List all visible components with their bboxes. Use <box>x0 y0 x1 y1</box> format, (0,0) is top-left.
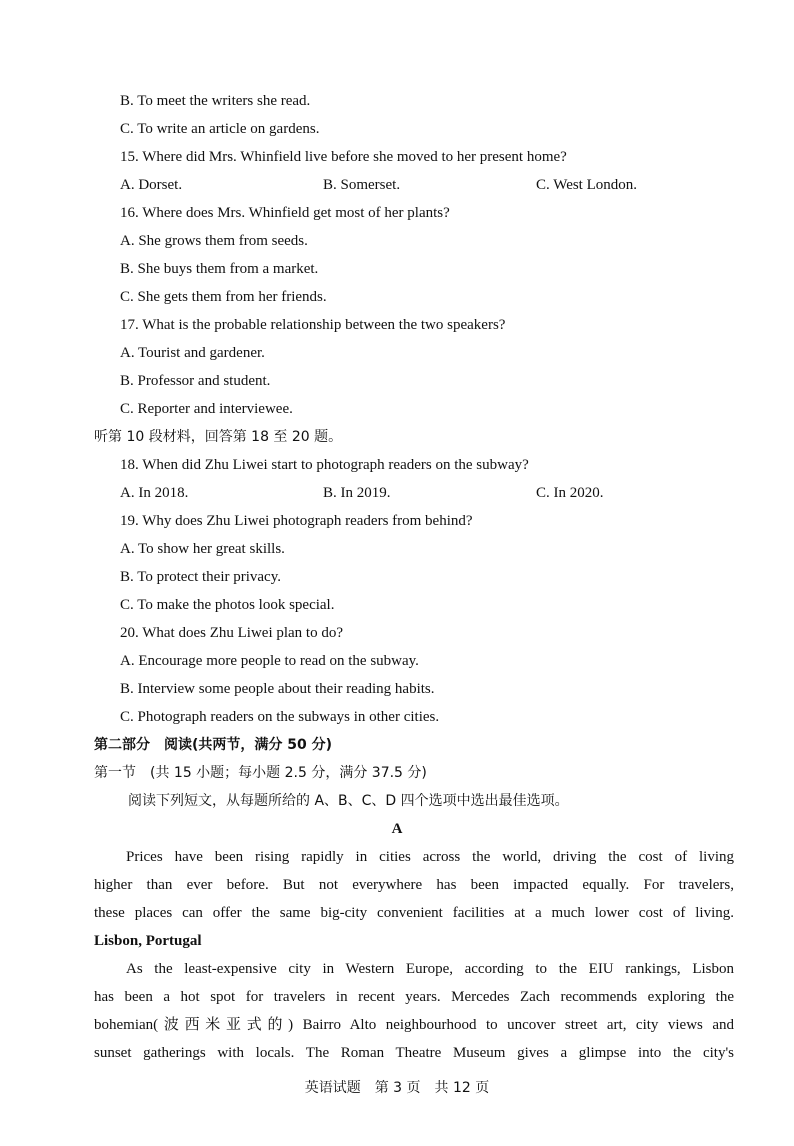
q18-options <box>120 483 720 503</box>
q17-option-b: B. Professor and student. <box>120 373 271 389</box>
page-footer: 英语试题 第 3 页 共 12 页 <box>304 1080 490 1096</box>
q18-option-b: B. In 2019. <box>323 485 391 501</box>
q20-option-a: A. Encourage more people to read on the subway. <box>120 653 419 669</box>
passage-para2-line3: bohemian(波西米亚式的) Bairro Alto neighbourhood to uncover street art, city views and <box>94 1017 734 1033</box>
q19-option-b: B. To protect their privacy. <box>120 569 281 585</box>
q20-stem: 20. What does Zhu Liwei plan to do? <box>120 625 344 641</box>
q17-option-a: A. Tourist and gardener. <box>120 345 265 361</box>
q19-option-a: A. To show her great skills. <box>120 541 285 557</box>
q16-option-a: A. She grows them from seeds. <box>120 233 308 249</box>
passage-para2-line1: As the least-expensive city in Western Europe, according to the EIU rankings, Lisbon <box>126 961 734 977</box>
q18-stem: 18. When did Zhu Liwei start to photograph readers on the subway? <box>120 457 529 473</box>
q14-option-b: B. To meet the writers she read. <box>120 93 311 109</box>
q16-option-c: C. She gets them from her friends. <box>120 289 327 305</box>
q16-stem: 16. Where does Mrs. Whinfield get most of her plants? <box>120 205 450 221</box>
q16-option-b: B. She buys them from a market. <box>120 261 319 277</box>
q15-option-b: B. Somerset. <box>323 177 401 193</box>
q19-stem: 19. Why does Zhu Liwei photograph readers from behind? <box>120 513 473 529</box>
q17-stem: 17. What is the probable relationship between the two speakers? <box>120 317 506 333</box>
q20-option-c: C. Photograph readers on the subways in other cities. <box>120 709 440 725</box>
listening-instruction-10: 听第 10 段材料，回答第 18 至 20 题。 <box>94 429 343 445</box>
section1-heading: 第一节 (共 15 小题；每小题 2.5 分，满分 37.5 分) <box>94 765 427 781</box>
passage-para1-line1: Prices have been rising rapidly in cities across the world, driving the cost of living <box>126 849 734 865</box>
q18-option-a: A. In 2018. <box>120 485 189 501</box>
q15-option-a: A. Dorset. <box>120 177 183 193</box>
q18-option-c: C. In 2020. <box>536 485 604 501</box>
part2-heading: 第二部分 阅读(共两节，满分 50 分) <box>94 737 333 753</box>
passage-para1-line3: these places can offer the same big-city convenient facilities at a much lower cost of living. <box>94 905 734 921</box>
q17-option-c: C. Reporter and interviewee. <box>120 401 293 417</box>
q15-option-c: C. West London. <box>536 177 638 193</box>
q20-option-b: B. Interview some people about their reading habits. <box>120 681 435 697</box>
q15-stem: 15. Where did Mrs. Whinfield live before she moved to her present home? <box>120 149 567 165</box>
passage-para2-line4: sunset gatherings with locals. The Roman Theatre Museum gives a glimpse into the city's <box>94 1045 734 1061</box>
passage-para2-line2: has been a hot spot for travelers in recent years. Mercedes Zach recommends exploring the <box>94 989 734 1005</box>
subheading-lisbon: Lisbon, Portugal <box>94 933 202 949</box>
passage-label: A <box>391 821 403 837</box>
q19-option-c: C. To make the photos look special. <box>120 597 335 613</box>
q14-option-c: C. To write an article on gardens. <box>120 121 320 137</box>
section1-instruction: 阅读下列短文，从每题所给的 A、B、C、D 四个选项中选出最佳选项。 <box>128 793 569 809</box>
q15-options <box>120 175 720 195</box>
passage-para1-line2: higher than ever before. But not everywhere has been impacted equally. For travelers, <box>94 877 734 893</box>
